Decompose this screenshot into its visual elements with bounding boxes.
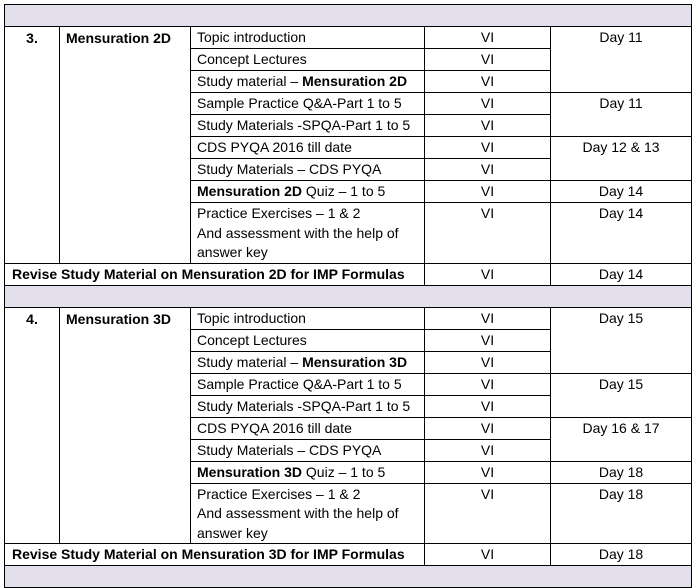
activity-text: Study material – bbox=[197, 353, 303, 370]
activity-cell: Sample Practice Q&A-Part 1 to 5 bbox=[191, 373, 425, 395]
day-cell: Day 14 bbox=[551, 263, 692, 285]
activity-line: Practice Exercises – 1 & 2 bbox=[197, 485, 361, 502]
medium-cell: VI bbox=[425, 461, 551, 483]
medium-cell: VI bbox=[425, 417, 551, 439]
activity-cell: Concept Lectures bbox=[191, 329, 425, 351]
medium-cell: VI bbox=[425, 373, 551, 395]
medium-cell: VI bbox=[425, 159, 551, 181]
medium-cell: VI bbox=[425, 181, 551, 203]
activity-cell: Study Materials – CDS PYQA bbox=[191, 439, 425, 461]
medium-cell: VI bbox=[425, 439, 551, 461]
medium-cell: VI bbox=[425, 93, 551, 115]
activity-bold-text: Mensuration 3D bbox=[197, 463, 303, 480]
activity-cell bbox=[191, 351, 425, 373]
medium-cell: VI bbox=[425, 49, 551, 71]
medium-cell: VI bbox=[425, 71, 551, 93]
day-cell: Day 14 bbox=[551, 203, 692, 264]
activity-cell bbox=[191, 203, 425, 264]
separator-cell bbox=[5, 566, 692, 588]
activity-line: And assessment with the help of bbox=[197, 224, 399, 241]
day-cell: Day 16 & 17 bbox=[551, 417, 692, 461]
activity-cell: CDS PYQA 2016 till date bbox=[191, 137, 425, 159]
medium-cell: VI bbox=[425, 395, 551, 417]
activity-cell bbox=[191, 483, 425, 544]
topic-number: 3. bbox=[5, 27, 60, 264]
day-cell: Day 11 bbox=[551, 27, 692, 93]
section-separator-row bbox=[5, 5, 692, 27]
activity-text: Study material – bbox=[197, 73, 303, 89]
activity-text: Quiz – 1 to 5 bbox=[302, 463, 386, 480]
medium-cell: VI bbox=[425, 483, 551, 544]
activity-cell bbox=[191, 181, 425, 203]
topic-subject: Mensuration 2D bbox=[60, 27, 191, 264]
activity-cell: CDS PYQA 2016 till date bbox=[191, 417, 425, 439]
table-row bbox=[5, 307, 692, 329]
activity-bold-text: Mensuration 3D bbox=[302, 353, 408, 370]
day-cell: Day 11 bbox=[551, 93, 692, 137]
section-separator-row bbox=[5, 285, 692, 307]
activity-cell: Study Materials – CDS PYQA bbox=[191, 159, 425, 181]
topic-number: 4. bbox=[5, 307, 60, 544]
activity-line: Practice Exercises – 1 & 2 bbox=[197, 205, 361, 221]
section-separator-row bbox=[5, 566, 692, 588]
activity-bold-text: Mensuration 2D bbox=[302, 73, 408, 89]
study-schedule-table bbox=[4, 4, 692, 588]
activity-text: Quiz – 1 to 5 bbox=[302, 183, 386, 199]
day-cell: Day 14 bbox=[551, 181, 692, 203]
activity-line: And assessment with the help of bbox=[197, 505, 399, 521]
activity-cell: Sample Practice Q&A-Part 1 to 5 bbox=[191, 93, 425, 115]
activity-cell: Topic introduction bbox=[191, 307, 425, 329]
activity-cell bbox=[191, 461, 425, 483]
activity-line: answer key bbox=[197, 244, 268, 260]
topic-subject: Mensuration 3D bbox=[60, 307, 191, 544]
activity-cell: Topic introduction bbox=[191, 27, 425, 49]
medium-cell: VI bbox=[425, 137, 551, 159]
activity-cell: Study Materials -SPQA-Part 1 to 5 bbox=[191, 115, 425, 137]
day-cell: Day 18 bbox=[551, 544, 692, 566]
medium-cell: VI bbox=[425, 27, 551, 49]
activity-bold-text: Mensuration 2D bbox=[197, 183, 303, 199]
day-cell: Day 12 & 13 bbox=[551, 137, 692, 181]
medium-cell: VI bbox=[425, 307, 551, 329]
day-cell: Day 18 bbox=[551, 483, 692, 544]
day-cell: Day 15 bbox=[551, 307, 692, 373]
activity-line: answer key bbox=[197, 524, 268, 541]
day-cell: Day 15 bbox=[551, 373, 692, 417]
table-row bbox=[5, 27, 692, 49]
medium-cell: VI bbox=[425, 544, 551, 566]
day-cell: Day 18 bbox=[551, 461, 692, 483]
medium-cell: VI bbox=[425, 329, 551, 351]
activity-cell: Concept Lectures bbox=[191, 49, 425, 71]
revise-row bbox=[5, 263, 692, 285]
medium-cell: VI bbox=[425, 203, 551, 264]
revise-label: Revise Study Material on Mensuration 2D for IMP Formulas bbox=[5, 263, 425, 285]
activity-cell bbox=[191, 71, 425, 93]
separator-cell bbox=[5, 5, 692, 27]
activity-cell: Study Materials -SPQA-Part 1 to 5 bbox=[191, 395, 425, 417]
revise-label: Revise Study Material on Mensuration 3D for IMP Formulas bbox=[5, 544, 425, 566]
medium-cell: VI bbox=[425, 263, 551, 285]
separator-cell bbox=[5, 285, 692, 307]
revise-row bbox=[5, 544, 692, 566]
medium-cell: VI bbox=[425, 351, 551, 373]
medium-cell: VI bbox=[425, 115, 551, 137]
